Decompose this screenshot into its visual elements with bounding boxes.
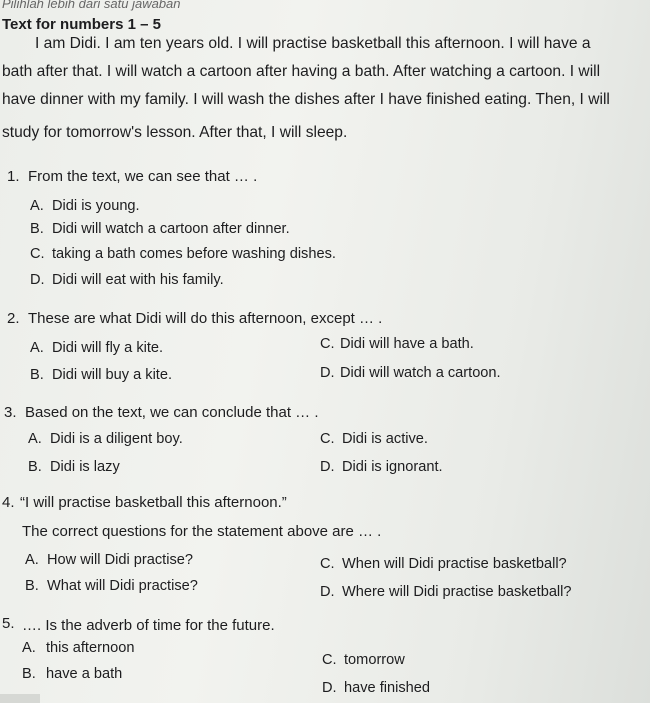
option-text[interactable]: Didi will fly a kite. xyxy=(52,340,164,356)
question-number: 4. xyxy=(2,494,15,511)
option-letter: A. xyxy=(30,198,44,214)
option-text[interactable]: Didi will buy a kite. xyxy=(52,367,173,383)
option-letter: A. xyxy=(22,640,36,656)
option-letter: D. xyxy=(320,459,335,475)
question-stem: …. Is the adverb of time for the future. xyxy=(22,617,275,634)
question-stem: Based on the text, we can conclude that … . xyxy=(25,404,319,421)
option-text[interactable]: have finished xyxy=(344,680,431,696)
option-letter: B. xyxy=(22,666,36,682)
option-letter: D. xyxy=(30,272,45,288)
option-text[interactable]: What will Didi practise? xyxy=(47,578,198,594)
option-text[interactable]: When will Didi practise basketball? xyxy=(342,556,567,572)
reading-text-title: Text for numbers 1 – 5 xyxy=(2,16,161,33)
option-text[interactable]: Didi is young. xyxy=(52,198,140,214)
option-text[interactable]: have a bath xyxy=(46,666,123,682)
option-letter: A. xyxy=(30,340,44,356)
option-letter: B. xyxy=(25,578,39,594)
option-text[interactable]: this afternoon xyxy=(46,640,135,656)
passage-line-2: bath after that. I will watch a cartoon after having a bath. After watching a cartoon. I will xyxy=(2,63,601,80)
passage-line-4: study for tomorrow's lesson. After that, I will sleep. xyxy=(2,124,348,141)
question-number: 2. xyxy=(7,310,20,327)
option-letter: B. xyxy=(30,367,44,383)
option-text[interactable]: How will Didi practise? xyxy=(47,552,193,568)
option-text[interactable]: tomorrow xyxy=(344,652,405,668)
passage-line-1: I am Didi. I am ten years old. I will practise basketball this afternoon. I will have a xyxy=(35,35,591,52)
option-text[interactable]: taking a bath comes before washing dishes. xyxy=(52,246,336,262)
option-letter: A. xyxy=(28,431,42,447)
option-text[interactable]: Didi is active. xyxy=(342,431,428,447)
question-stem: “I will practise basketball this afternoon.” xyxy=(20,494,287,511)
option-letter: C. xyxy=(320,556,335,572)
question-number: 3. xyxy=(4,404,17,421)
option-letter: C. xyxy=(320,431,335,447)
question-number: 1. xyxy=(7,168,20,185)
option-letter: A. xyxy=(25,552,39,568)
option-text[interactable]: Where will Didi practise basketball? xyxy=(342,584,572,600)
question-stem: These are what Didi will do this afternoon, except … . xyxy=(28,310,383,327)
question-stem-continued: The correct questions for the statement above are … . xyxy=(22,523,382,540)
option-text[interactable]: Didi is ignorant. xyxy=(342,459,443,475)
option-text[interactable]: Didi will eat with his family. xyxy=(52,272,224,288)
option-text[interactable]: Didi will watch a cartoon. xyxy=(340,365,501,381)
option-text[interactable]: Didi is lazy xyxy=(50,459,120,475)
option-letter: D. xyxy=(322,680,337,696)
option-letter: B. xyxy=(28,459,42,475)
option-letter: B. xyxy=(30,221,44,237)
passage-line-3: have dinner with my family. I will wash the dishes after I have finished eating. Then, I will xyxy=(2,91,610,108)
option-letter: D. xyxy=(320,584,335,600)
option-text[interactable]: Didi will have a bath. xyxy=(340,336,474,352)
option-letter: C. xyxy=(320,336,335,352)
option-letter: D. xyxy=(320,365,335,381)
instruction-note: Pilihlah lebih dari satu jawaban xyxy=(2,0,181,11)
question-number: 5. xyxy=(2,615,15,632)
option-letter: C. xyxy=(30,246,45,262)
option-text[interactable]: Didi is a diligent boy. xyxy=(50,431,183,447)
question-stem: From the text, we can see that … . xyxy=(28,168,258,185)
option-text[interactable]: Didi will watch a cartoon after dinner. xyxy=(52,221,290,237)
option-letter: C. xyxy=(322,652,337,668)
page-edge-shadow xyxy=(0,694,40,703)
